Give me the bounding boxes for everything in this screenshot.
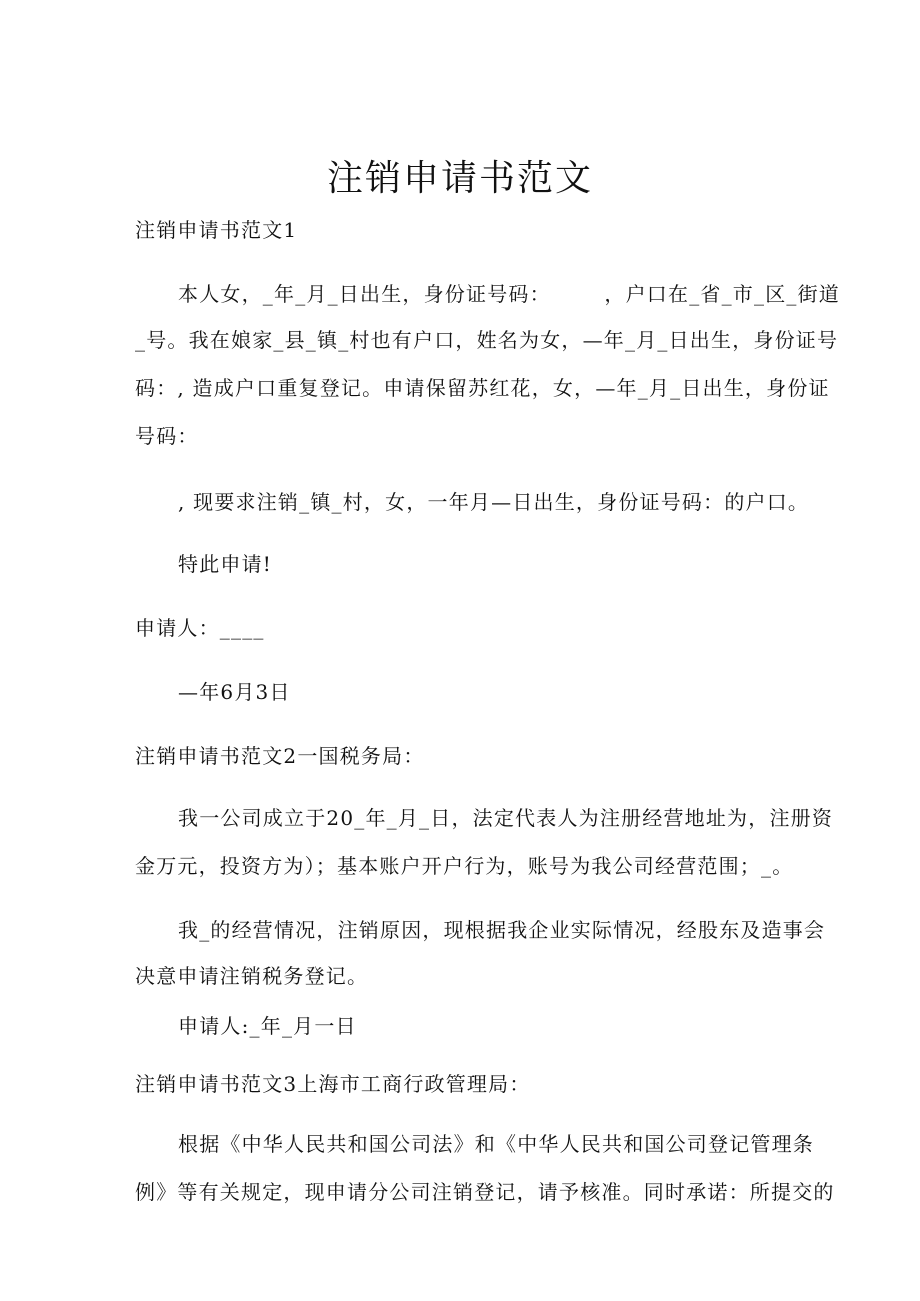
paragraph-line: 金万元，投资方为）；基本账户开户行为，账号为我公司经营范围；_。 (135, 854, 794, 878)
section-heading-3: 注销申请书范文3上海市工商行政管理局： (135, 1072, 531, 1096)
paragraph-line: , 现要求注销_镇_村，女，一年月—日出生，身份证号码：的户口。 (178, 490, 810, 514)
closing-phrase: 特此申请! (178, 552, 273, 576)
paragraph-line: 号码： (135, 424, 199, 448)
date-line: —年6月3日 (178, 680, 291, 704)
applicant-line: 申请人：____ (135, 616, 265, 640)
paragraph-line: 例》等有关规定，现申请分公司注销登记，请予核准。同时承诺：所提交的 (135, 1180, 835, 1204)
paragraph-line: 本人女，_年_月_日出生，身份证号码： ，户口在_省_市_区_街道 (178, 282, 840, 306)
paragraph-line: 我_的经营情况，注销原因，现根据我企业实际情况，经股东及造事会 (178, 918, 826, 942)
applicant-date-line: 申请人:_年_月一日 (178, 1014, 357, 1038)
paragraph-line: 决意申请注销税务登记。 (135, 964, 369, 988)
section-heading-1: 注销申请书范文1 (135, 218, 298, 242)
paragraph-line: 我一公司成立于20_年_月_日，法定代表人为注册经营地址为，注册资 (178, 806, 834, 830)
paragraph-line: 码：, 造成户口重复登记。申请保留苏红花，女，—年_月_日出生，身份证 (135, 376, 830, 400)
paragraph-line: _号。我在娘家_县_镇_村也有户口，姓名为女，—年_月_日出生，身份证号 (135, 328, 839, 352)
paragraph-line: 根据《中华人民共和国公司法》和《中华人民共和国公司登记管理条 (178, 1132, 814, 1156)
section-heading-2: 注销申请书范文2一国税务局： (135, 744, 425, 768)
document-title: 注销申请书范文 (326, 158, 593, 199)
